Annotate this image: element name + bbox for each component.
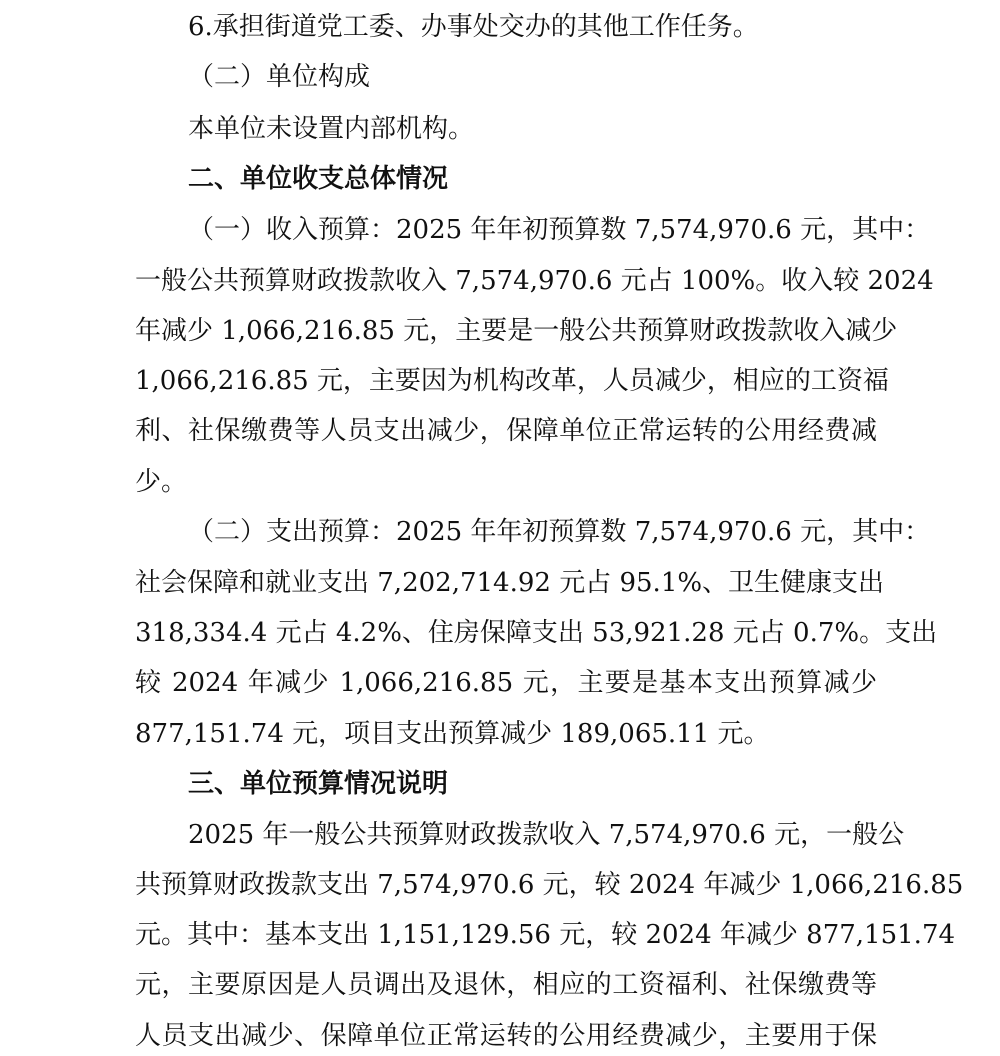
text-line-expense-budget-3: 318,334.4 元占 4.2%、住房保障支出 53,921.28 元占 0.7%。支出 [135,618,938,648]
text-line-explanation-5: 人员支出减少、保障单位正常运转的公用经费减少，主要用于保 [135,1021,877,1051]
text-line-explanation-3: 元。其中：基本支出 1,151,129.56 元，较 2024 年减少 877,151.74 [135,920,956,950]
text-line-expense-budget-1: （二）支出预算：2025 年年初预算数 7,574,970.6 元，其中： [188,517,931,547]
text-line-explanation-1: 2025 年一般公共预算财政拨款收入 7,574,970.6 元，一般公 [188,820,905,850]
text-line-expense-budget-2: 社会保障和就业支出 7,202,714.92 元占 95.1%、卫生健康支出 [135,568,885,598]
text-line-income-budget-3: 年减少 1,066,216.85 元，主要是一般公共预算财政拨款收入减少 [135,316,898,346]
text-line-no-internal-org: 本单位未设置内部机构。 [188,114,475,144]
subheading-unit-composition: （二）单位构成 [188,62,371,92]
text-line-income-budget-4: 1,066,216.85 元，主要因为机构改革，人员减少，相应的工资福 [135,366,889,396]
text-line-income-budget-6: 少。 [135,467,188,497]
text-line-income-budget-5: 利、社保缴费等人员支出减少，保障单位正常运转的公用经费减 [135,416,877,446]
heading-income-expense-overview: 二、单位收支总体情况 [188,164,449,194]
text-line-explanation-4: 元，主要原因是人员调出及退休，相应的工资福利、社保缴费等 [135,970,877,1000]
text-line-expense-budget-4: 较 2024 年减少 1,066,216.85 元，主要是基本支出预算减少 [135,668,877,698]
text-line-expense-budget-5: 877,151.74 元，项目支出预算减少 189,065.11 元。 [135,719,770,749]
heading-budget-explanation: 三、单位预算情况说明 [188,769,449,799]
text-line-income-budget-1: （一）收入预算：2025 年年初预算数 7,574,970.6 元，其中： [188,215,931,245]
text-line-income-budget-2: 一般公共预算财政拨款收入 7,574,970.6 元占 100%。收入较 2024 [135,266,934,296]
text-line-explanation-2: 共预算财政拨款支出 7,574,970.6 元，较 2024 年减少 1,066,216.85 [135,870,964,900]
text-line-duty-6: 6.承担街道党工委、办事处交办的其他工作任务。 [188,12,759,42]
